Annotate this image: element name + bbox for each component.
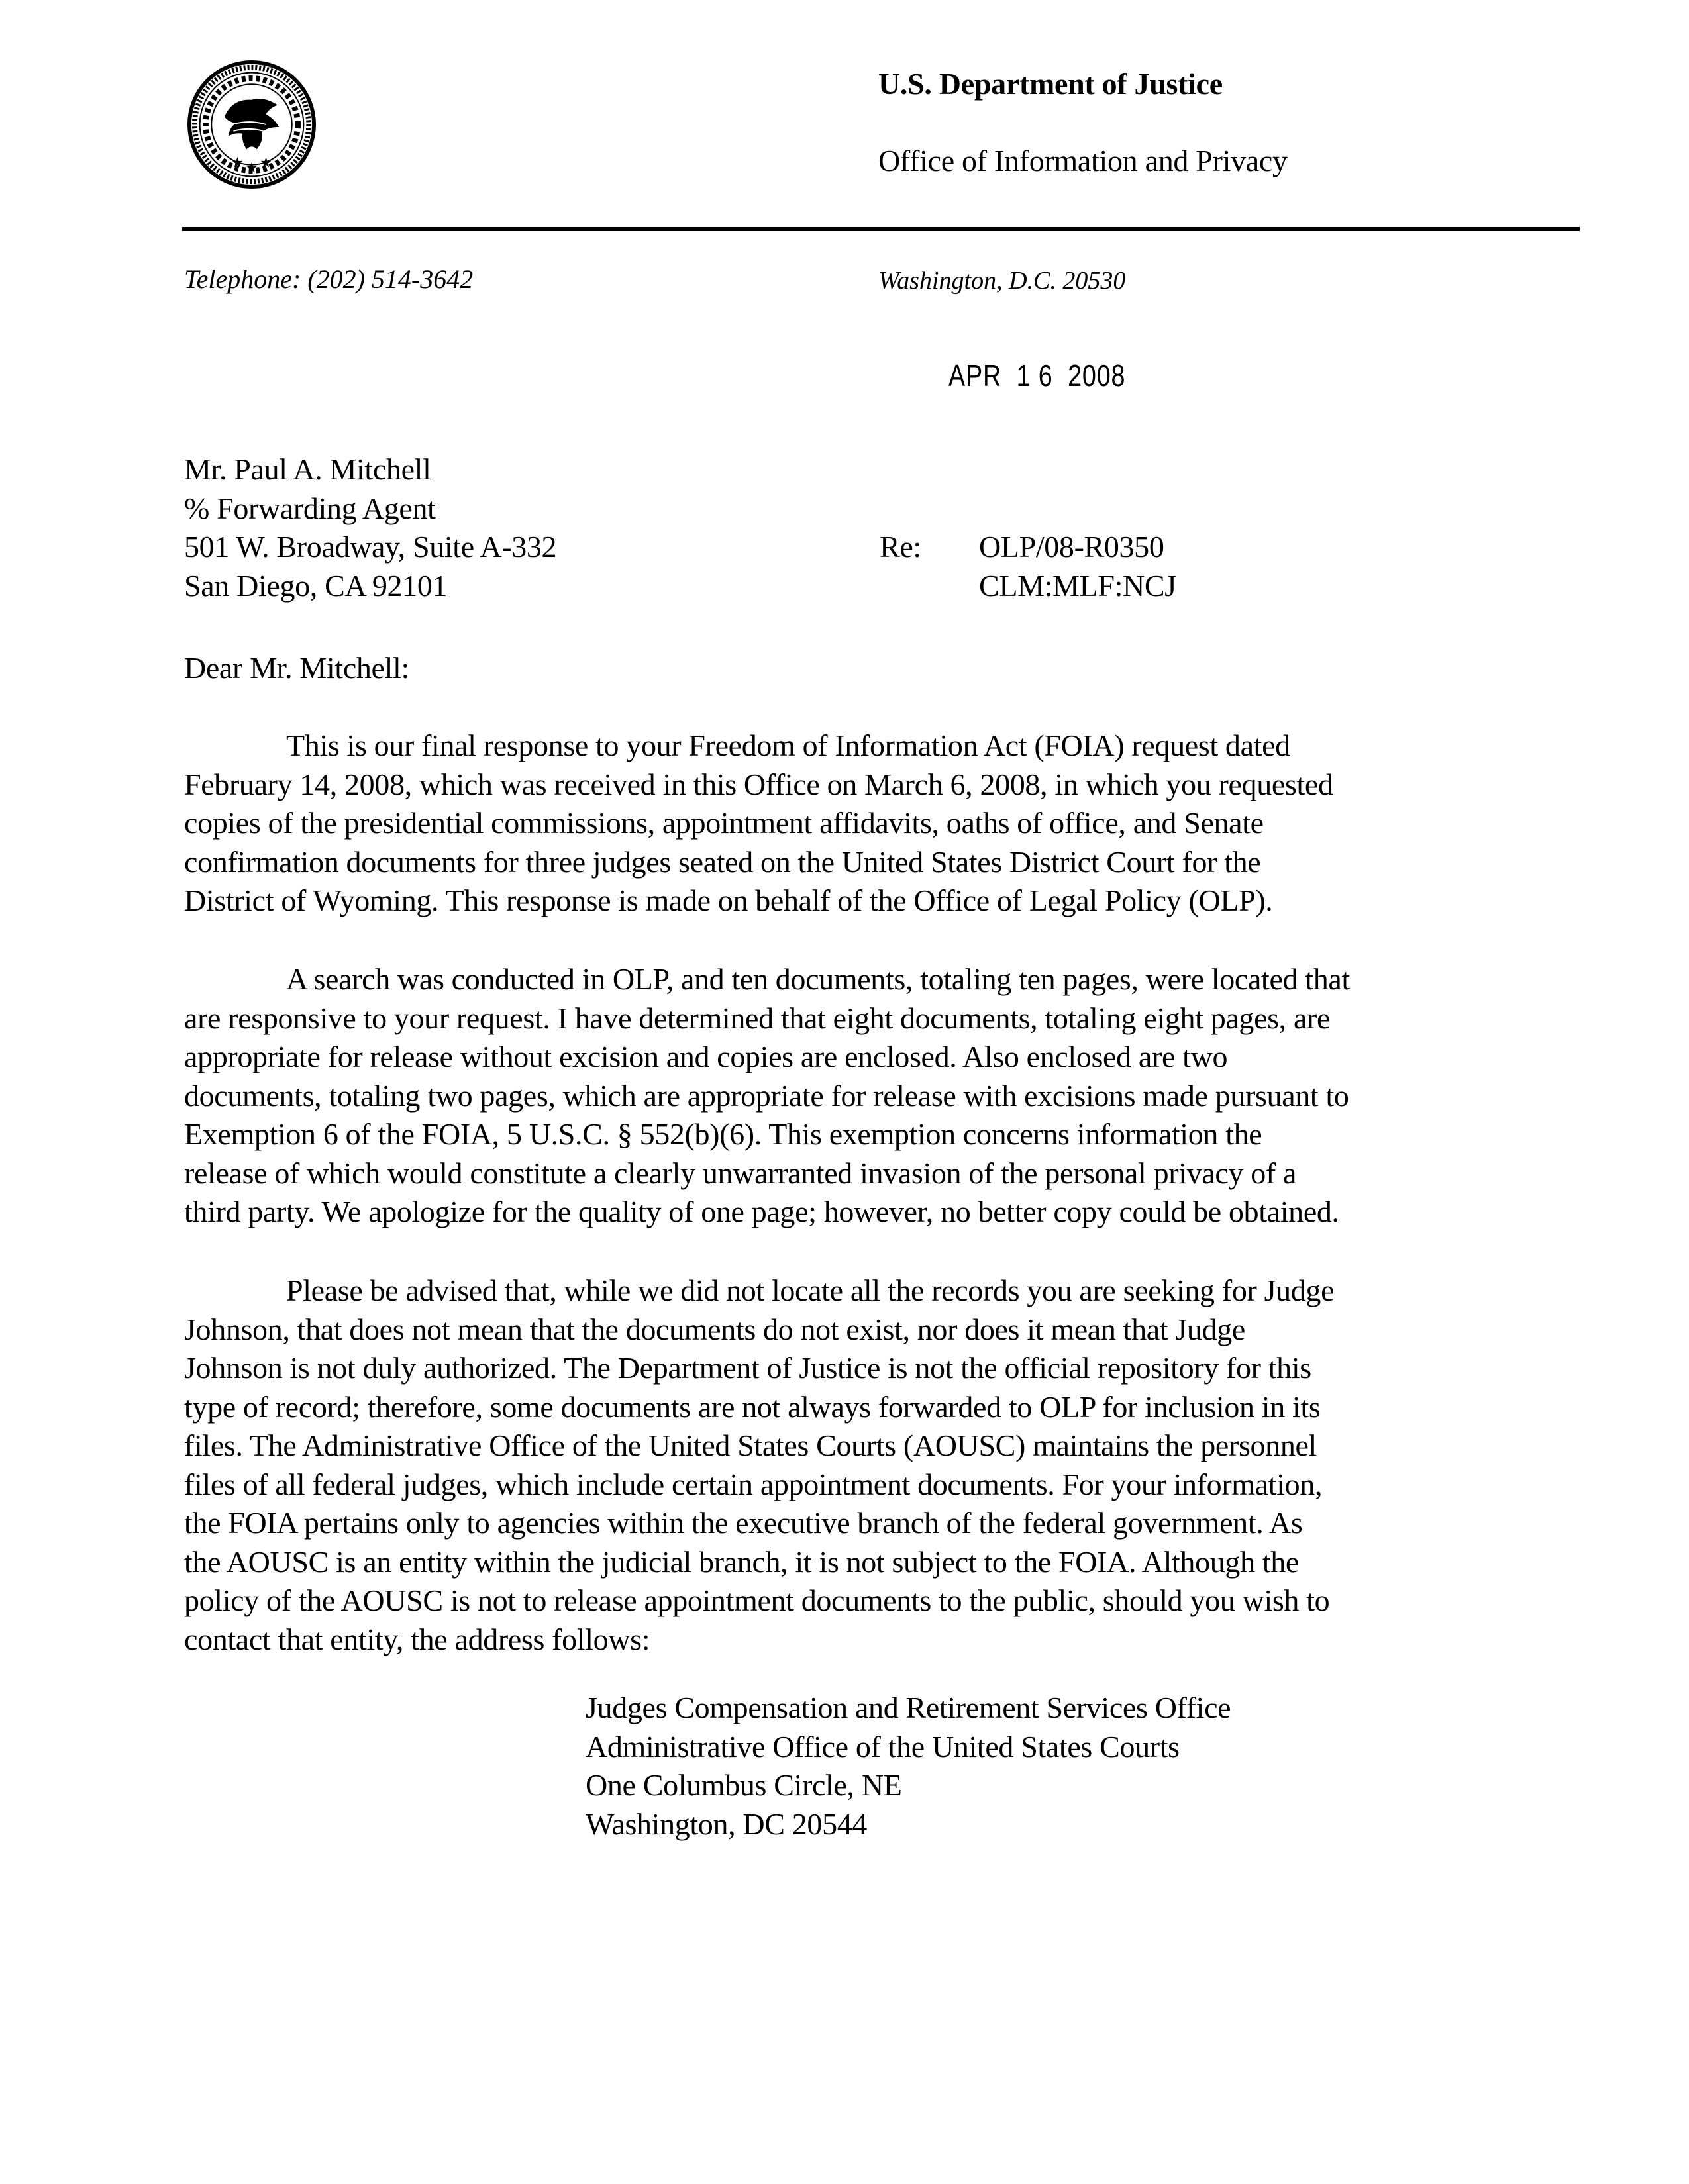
paragraph-line: files of all federal judges, which include certain appointment documents. For your information,	[184, 1467, 1323, 1501]
paragraph-line: Johnson is not duly authorized. The Department of Justice is not the official repository for this	[184, 1351, 1311, 1385]
paragraph-line: Exemption 6 of the FOIA, 5 U.S.C. § 552(b)(6). This exemption concerns information the	[184, 1117, 1262, 1151]
recipient-name: Mr. Paul A. Mitchell	[184, 452, 431, 486]
paragraph-line: documents, totaling two pages, which are appropriate for release with excisions made pursuant to	[184, 1078, 1349, 1113]
body-paragraph-1	[184, 726, 1575, 920]
paragraph-line: February 14, 2008, which was received in this Office on March 6, 2008, in which you requested	[184, 767, 1333, 801]
department-name: U.S. Department of Justice	[878, 67, 1223, 101]
body-paragraph-3	[184, 1271, 1575, 1659]
paragraph-line: confirmation documents for three judges seated on the United States District Court for the	[184, 844, 1261, 879]
aousc-address	[586, 1689, 1231, 1844]
aousc-address-line: Judges Compensation and Retirement Services Office	[586, 1691, 1231, 1724]
date-stamp: APR 1 6 2008	[948, 358, 1126, 393]
paragraph-line: contact that entity, the address follows:	[184, 1622, 650, 1656]
paragraph-line: This is our final response to your Freedom of Information Act (FOIA) request dated	[286, 728, 1290, 762]
letterhead-divider	[182, 227, 1580, 231]
paragraph-line: are responsive to your request. I have determined that eight documents, totaling eight pages, are	[184, 1001, 1331, 1035]
body-paragraph-2	[184, 960, 1575, 1232]
office-name: Office of Information and Privacy	[878, 144, 1288, 177]
paragraph-line: appropriate for release without excision and copies are enclosed. Also enclosed are two	[184, 1040, 1228, 1073]
office-city: Washington, D.C. 20530	[878, 267, 1126, 295]
paragraph-line: Johnson, that does not mean that the documents do not exist, nor does it mean that Judge	[184, 1312, 1245, 1346]
doj-seal-icon	[187, 60, 317, 189]
paragraph-line: Please be advised that, while we did not locate all the records you are seeking for Judge	[286, 1273, 1335, 1307]
paragraph-line: files. The Administrative Office of the United States Courts (AOUSC) maintains the personnel	[184, 1428, 1317, 1462]
recipient-address	[184, 450, 556, 605]
request-number: OLP/08-R0350	[979, 530, 1164, 564]
salutation: Dear Mr. Mitchell:	[184, 651, 409, 685]
telephone-number: Telephone: (202) 514-3642	[184, 264, 474, 294]
paragraph-line: District of Wyoming. This response is made on behalf of the Office of Legal Policy (OLP).	[184, 883, 1273, 917]
aousc-address-line: One Columbus Circle, NE	[586, 1768, 902, 1802]
paragraph-line: type of record; therefore, some documents are not always forwarded to OLP for inclusion in its	[184, 1389, 1321, 1424]
reference-initials: CLM:MLF:NCJ	[979, 568, 1176, 603]
recipient-street: 501 W. Broadway, Suite A-332	[184, 530, 557, 564]
paragraph-line: copies of the presidential commissions, appointment affidavits, oaths of office, and Senate	[184, 806, 1264, 840]
reference-values	[979, 528, 1176, 605]
paragraph-line: the FOIA pertains only to agencies within the executive branch of the federal government. As	[184, 1506, 1303, 1540]
aousc-address-line: Washington, DC 20544	[586, 1807, 868, 1841]
reference-label: Re:	[880, 530, 921, 564]
paragraph-line: third party. We apologize for the quality of one page; however, no better copy could be obtained.	[184, 1195, 1339, 1228]
paragraph-line: release of which would constitute a clearly unwarranted invasion of the personal privacy of a	[184, 1156, 1297, 1190]
paragraph-line: A search was conducted in OLP, and ten documents, totaling ten pages, were located that	[286, 962, 1350, 996]
recipient-care-of: % Forwarding Agent	[184, 491, 436, 525]
aousc-address-line: Administrative Office of the United States Courts	[586, 1729, 1180, 1763]
paragraph-line: the AOUSC is an entity within the judicial branch, it is not subject to the FOIA. Although the	[184, 1544, 1299, 1579]
recipient-city: San Diego, CA 92101	[184, 568, 448, 603]
paragraph-line: policy of the AOUSC is not to release appointment documents to the public, should you wish to	[184, 1583, 1330, 1617]
